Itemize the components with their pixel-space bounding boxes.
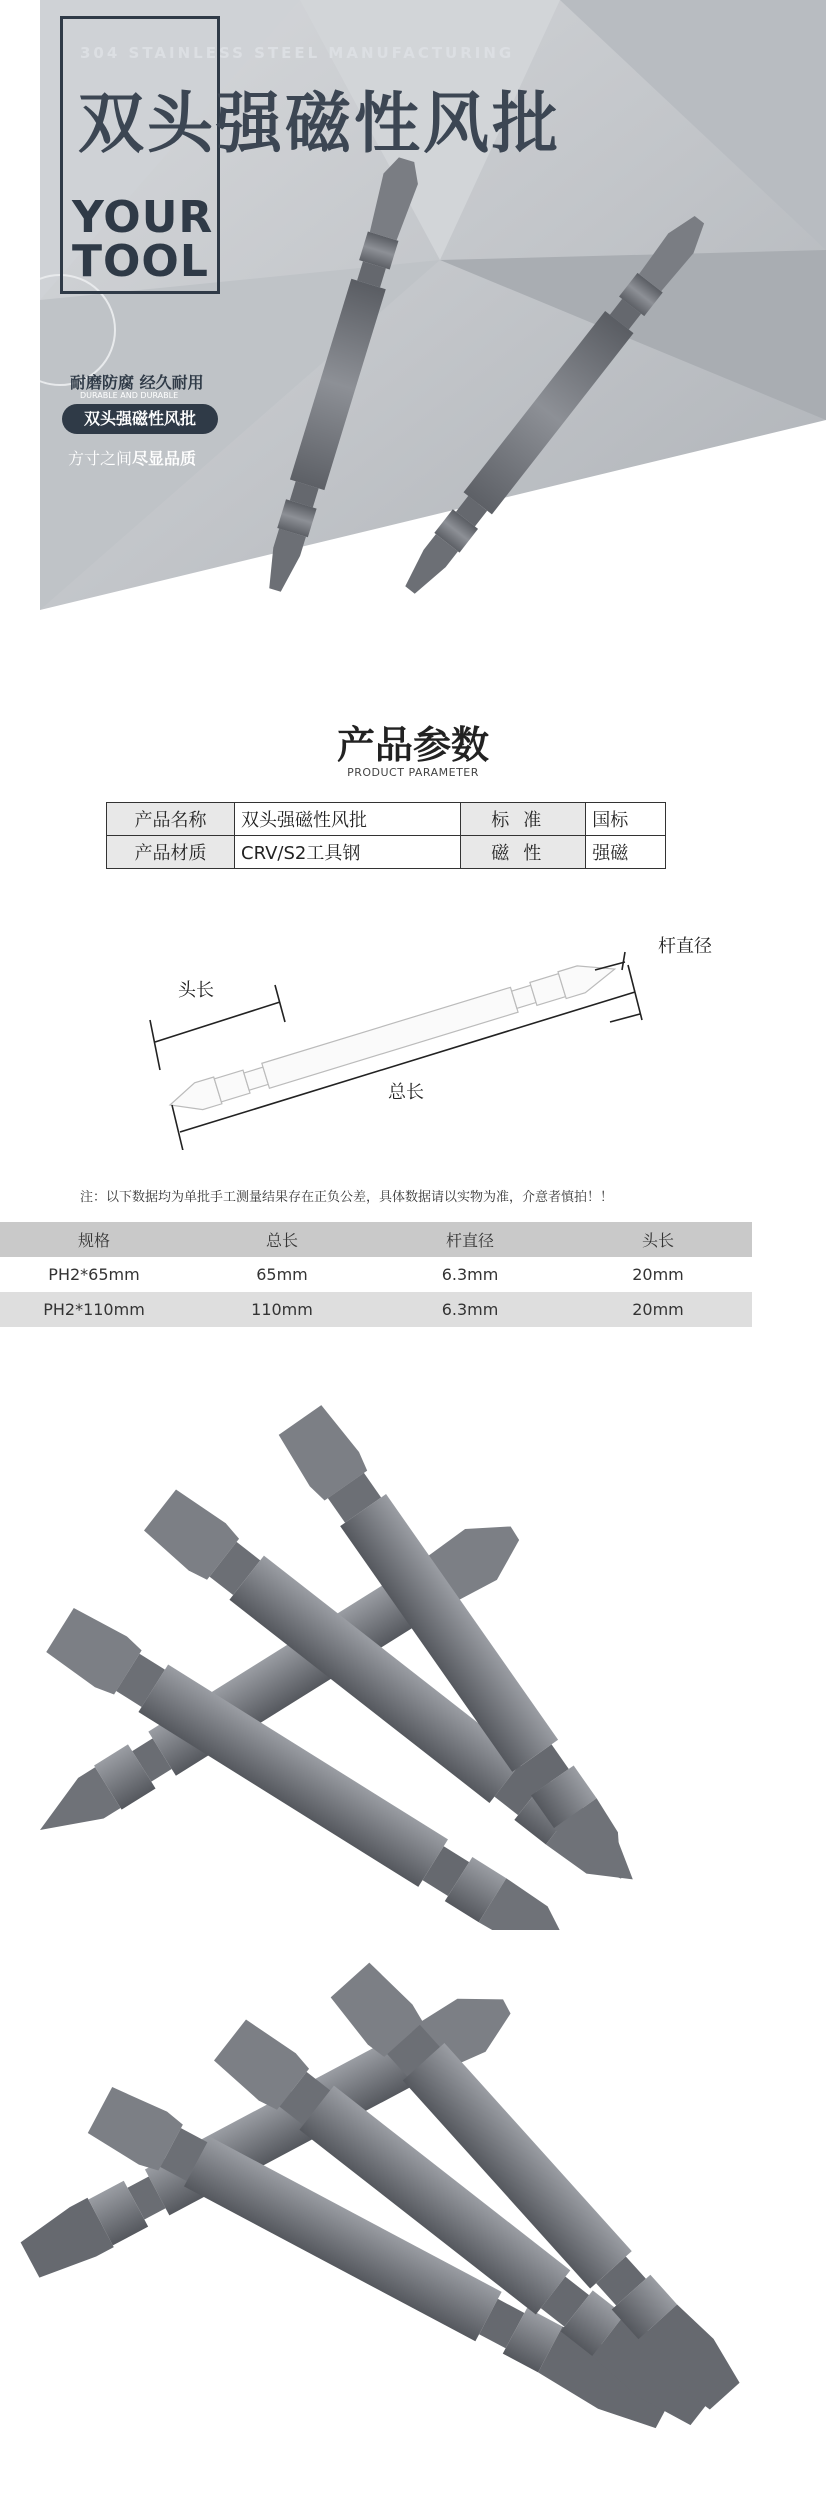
hero-subtitle-en: 304 STAINLESS STEEL MANUFACTURING [80, 44, 515, 62]
table-cell: 110mm [251, 1300, 313, 1319]
spec-row [107, 836, 666, 869]
table-cell: 20mm [632, 1265, 684, 1284]
column-header: 总长 [265, 1231, 298, 1250]
spec-value: 强磁 [586, 836, 666, 869]
spec-table [106, 802, 666, 869]
spec-value: 双头强磁性风批 [235, 803, 461, 836]
measurement-note: 注：以下数据均为单批手工测量结果存在正负公差，具体数据请以实物为准，介意者慎拍！！ [80, 1190, 614, 1205]
parameter-title: 产品参数 [336, 723, 489, 767]
table-cell: 6.3mm [441, 1265, 499, 1284]
bit-outline-drawing [140, 910, 740, 1150]
spec-label: 产品名称 [107, 803, 235, 836]
hero-slogan-strong: 尽显品质 [132, 449, 197, 468]
hero-slogan-prefix: 方寸之间 [68, 449, 133, 468]
hero-badge: 双头强磁性风批 [62, 404, 218, 434]
spec-value: CRV/S2工具钢 [235, 836, 461, 869]
table-cell: 20mm [632, 1300, 684, 1319]
column-header: 杆直径 [445, 1231, 494, 1250]
spec-label: 磁性 [461, 836, 586, 869]
table-cell: 6.3mm [441, 1300, 499, 1319]
table-row [0, 1292, 752, 1327]
hero-slogan [68, 446, 196, 469]
table-row [0, 1257, 752, 1292]
column-header: 头长 [641, 1231, 674, 1250]
total-length-label: 总长 [388, 1082, 424, 1103]
hero-tagline-en: DURABLE AND DURABLE [80, 391, 179, 400]
spec-row [107, 803, 666, 836]
table-cell: 65mm [256, 1265, 308, 1284]
dimension-diagram [140, 910, 740, 1150]
shaft-diameter-label: 杆直径 [658, 936, 712, 957]
size-table [0, 1222, 752, 1327]
product-photo-phillips [0, 1370, 826, 1930]
column-header: 规格 [77, 1231, 110, 1250]
table-cell: PH2*65mm [48, 1265, 140, 1284]
size-table-header [0, 1222, 752, 1257]
table-cell: PH2*110mm [43, 1300, 145, 1319]
spec-label: 产品材质 [107, 836, 235, 869]
spec-label: 标准 [461, 803, 586, 836]
hero-title: 双头强磁性风批 [78, 85, 561, 162]
brand-your: YOUR [72, 192, 214, 243]
head-length-label: 头长 [178, 980, 214, 1001]
brand-tool: TOOL [72, 236, 209, 287]
parameter-title-en: PRODUCT PARAMETER [347, 766, 479, 779]
spec-value: 国标 [586, 803, 666, 836]
hero-tagline: 耐磨防腐 经久耐用 [70, 373, 204, 392]
hero-banner [0, 0, 826, 700]
product-photo-slotted [0, 1960, 826, 2490]
